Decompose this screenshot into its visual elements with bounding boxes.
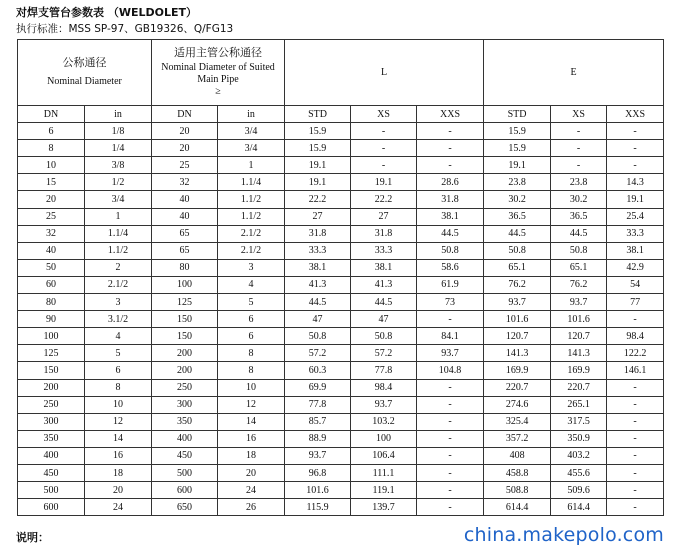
table-cell: 27	[351, 208, 417, 225]
table-cell: 20	[152, 140, 218, 157]
table-cell: 450	[152, 447, 218, 464]
table-cell: 65	[152, 242, 218, 259]
table-cell: 90	[18, 311, 85, 328]
table-cell: 100	[351, 430, 417, 447]
table-cell: 403.2	[551, 447, 607, 464]
table-cell: 6	[85, 362, 152, 379]
table-row	[18, 430, 664, 447]
table-cell: 455.6	[551, 464, 607, 481]
table-cell: 20	[218, 464, 285, 481]
table-cell: 19.1	[484, 157, 551, 174]
table-cell: 73	[417, 294, 484, 311]
table-cell: 6	[218, 328, 285, 345]
table-cell: 15.9	[484, 140, 551, 157]
table-cell: 69.9	[285, 379, 351, 396]
table-cell: 60.3	[285, 362, 351, 379]
table-cell: 104.8	[417, 362, 484, 379]
table-cell: 32	[152, 174, 218, 191]
table-cell: 65.1	[484, 259, 551, 276]
table-cell: 15	[18, 174, 85, 191]
table-cell: 41.3	[351, 276, 417, 293]
table-row	[18, 294, 664, 311]
table-row	[18, 464, 664, 481]
table-cell: 111.1	[351, 464, 417, 481]
table-cell: 47	[285, 311, 351, 328]
table-row	[18, 311, 664, 328]
table-cell: 1/8	[85, 123, 152, 140]
table-cell: 23.8	[551, 174, 607, 191]
subheader-cell: XXS	[417, 106, 484, 123]
table-cell: -	[351, 157, 417, 174]
table-cell: 44.5	[417, 225, 484, 242]
table-cell: -	[551, 157, 607, 174]
table-cell: 57.2	[285, 345, 351, 362]
table-cell: 2.1/2	[218, 225, 285, 242]
table-cell: 265.1	[551, 396, 607, 413]
table-row	[18, 208, 664, 225]
table-cell: 88.9	[285, 430, 351, 447]
table-cell: 8	[18, 140, 85, 157]
table-cell: 93.7	[484, 294, 551, 311]
table-cell: 77.8	[351, 362, 417, 379]
table-cell: -	[417, 140, 484, 157]
subheader-cell: DN	[152, 106, 218, 123]
table-cell: 93.7	[351, 396, 417, 413]
table-cell: 44.5	[551, 225, 607, 242]
table-cell: -	[607, 499, 664, 516]
subheader-cell: XXS	[607, 106, 664, 123]
table-cell: 57.2	[351, 345, 417, 362]
table-cell: 28.6	[417, 174, 484, 191]
subheader-cell: in	[85, 106, 152, 123]
table-cell: 200	[18, 379, 85, 396]
table-row	[18, 413, 664, 430]
subheader-cell: in	[218, 106, 285, 123]
table-cell: -	[417, 379, 484, 396]
table-cell: 33.3	[351, 242, 417, 259]
table-cell: 5	[85, 345, 152, 362]
table-cell: 1	[218, 157, 285, 174]
table-cell: 1/4	[85, 140, 152, 157]
table-cell: -	[607, 464, 664, 481]
table-row	[18, 191, 664, 208]
page-title: 对焊支管台参数表 （WELDOLET）	[16, 6, 197, 19]
table-cell: 25.4	[607, 208, 664, 225]
table-cell: 125	[18, 345, 85, 362]
table-cell: 1.1/4	[85, 225, 152, 242]
table-cell: 14.3	[607, 174, 664, 191]
table-cell: 101.6	[285, 482, 351, 499]
table-cell: 350.9	[551, 430, 607, 447]
table-cell: 42.9	[607, 259, 664, 276]
table-cell: 1.1/4	[218, 174, 285, 191]
table-cell: 15.9	[484, 123, 551, 140]
table-cell: 16	[218, 430, 285, 447]
table-cell: 150	[18, 362, 85, 379]
table-cell: 357.2	[484, 430, 551, 447]
table-cell: 169.9	[551, 362, 607, 379]
table-cell: -	[607, 311, 664, 328]
table-cell: 44.5	[351, 294, 417, 311]
table-cell: 80	[152, 259, 218, 276]
table-cell: 40	[152, 208, 218, 225]
table-cell: 19.1	[607, 191, 664, 208]
table-cell: 77	[607, 294, 664, 311]
table-row	[18, 447, 664, 464]
subheader-cell: STD	[484, 106, 551, 123]
table-cell: 220.7	[484, 379, 551, 396]
table-cell: 400	[18, 447, 85, 464]
table-cell: 93.7	[551, 294, 607, 311]
table-cell: 101.6	[551, 311, 607, 328]
table-cell: 84.1	[417, 328, 484, 345]
table-cell: 300	[152, 396, 218, 413]
table-cell: 30.2	[551, 191, 607, 208]
table-cell: 3.1/2	[85, 311, 152, 328]
table-cell: 18	[218, 447, 285, 464]
subheader-cell: STD	[285, 106, 351, 123]
table-cell: 200	[152, 345, 218, 362]
table-cell: 169.9	[484, 362, 551, 379]
table-cell: 80	[18, 294, 85, 311]
table-cell: 408	[484, 447, 551, 464]
table-cell: -	[351, 123, 417, 140]
table-cell: 200	[152, 362, 218, 379]
table-cell: 20	[18, 191, 85, 208]
table-row	[18, 379, 664, 396]
table-cell: 77.8	[285, 396, 351, 413]
table-cell: 50.8	[484, 242, 551, 259]
table-cell: 98.4	[351, 379, 417, 396]
table-cell: 15.9	[285, 123, 351, 140]
table-cell: 3/4	[218, 123, 285, 140]
table-cell: 6	[218, 311, 285, 328]
table-cell: 146.1	[607, 362, 664, 379]
table-cell: 19.1	[285, 157, 351, 174]
table-cell: 38.1	[607, 242, 664, 259]
note-label: 说明：	[16, 531, 49, 544]
table-cell: 103.2	[351, 413, 417, 430]
table-cell: 23.8	[484, 174, 551, 191]
table-cell: 4	[85, 328, 152, 345]
subheader-cell: XS	[551, 106, 607, 123]
table-cell: 141.3	[551, 345, 607, 362]
standard-line: 执行标准：MSS SP-97、GB19326、Q/FG13	[16, 23, 234, 35]
table-cell: 18	[85, 464, 152, 481]
table-cell: 12	[85, 413, 152, 430]
table-cell: 40	[18, 242, 85, 259]
table-cell: 1.1/2	[218, 208, 285, 225]
table-row	[18, 396, 664, 413]
table-cell: 50.8	[551, 242, 607, 259]
table-cell: -	[417, 464, 484, 481]
table-cell: 5	[218, 294, 285, 311]
table-cell: 3	[85, 294, 152, 311]
table-cell: 3	[218, 259, 285, 276]
table-row	[18, 482, 664, 499]
table-cell: 54	[607, 276, 664, 293]
table-cell: 10	[18, 157, 85, 174]
table-cell: 98.4	[607, 328, 664, 345]
table-cell: 325.4	[484, 413, 551, 430]
table-cell: 58.6	[417, 259, 484, 276]
table-cell: 600	[152, 482, 218, 499]
table-cell: 20	[152, 123, 218, 140]
table-cell: 36.5	[551, 208, 607, 225]
table-cell: 22.2	[285, 191, 351, 208]
table-row	[18, 328, 664, 345]
table-cell: 27	[285, 208, 351, 225]
table-cell: 93.7	[417, 345, 484, 362]
table-cell: 1	[85, 208, 152, 225]
table-cell: 100	[152, 276, 218, 293]
header-row-main	[18, 40, 664, 106]
header-row-sub	[18, 106, 664, 123]
table-cell: 125	[152, 294, 218, 311]
table-cell: 32	[18, 225, 85, 242]
table-cell: -	[551, 140, 607, 157]
table-cell: 500	[18, 482, 85, 499]
table-row	[18, 225, 664, 242]
table-cell: 47	[351, 311, 417, 328]
table-cell: 139.7	[351, 499, 417, 516]
table-cell: 4	[218, 276, 285, 293]
header-E: E	[484, 40, 664, 106]
table-cell: 10	[218, 379, 285, 396]
table-cell: 44.5	[285, 294, 351, 311]
table-cell: 220.7	[551, 379, 607, 396]
table-cell: 50.8	[285, 328, 351, 345]
table-cell: 600	[18, 499, 85, 516]
table-cell: 101.6	[484, 311, 551, 328]
table-cell: 650	[152, 499, 218, 516]
table-cell: 14	[85, 430, 152, 447]
table-cell: 1.1/2	[218, 191, 285, 208]
table-cell: -	[607, 157, 664, 174]
table-cell: -	[417, 430, 484, 447]
table-cell: 100	[18, 328, 85, 345]
table-cell: 85.7	[285, 413, 351, 430]
header-main-pipe	[152, 40, 285, 106]
table-cell: 38.1	[285, 259, 351, 276]
table-cell: -	[607, 140, 664, 157]
table-row	[18, 123, 664, 140]
table-cell: 400	[152, 430, 218, 447]
table-cell: 122.2	[607, 345, 664, 362]
table-cell: 50.8	[351, 328, 417, 345]
table-row	[18, 276, 664, 293]
table-cell: -	[607, 447, 664, 464]
table-cell: 115.9	[285, 499, 351, 516]
header-L: L	[285, 40, 484, 106]
table-cell: 1.1/2	[85, 242, 152, 259]
table-cell: 150	[152, 328, 218, 345]
table-cell: 614.4	[551, 499, 607, 516]
table-cell: 3/4	[85, 191, 152, 208]
header-nominal-diameter	[18, 40, 152, 106]
header-main-zh: 适用主管公称通径	[174, 46, 263, 59]
table-cell: 65.1	[551, 259, 607, 276]
weldolet-spec-table	[17, 39, 664, 516]
table-cell: -	[607, 379, 664, 396]
table-cell: 250	[18, 396, 85, 413]
table-cell: 150	[152, 311, 218, 328]
table-row	[18, 242, 664, 259]
table-cell: 120.7	[551, 328, 607, 345]
table-cell: 26	[218, 499, 285, 516]
table-cell: 10	[85, 396, 152, 413]
table-cell: 450	[18, 464, 85, 481]
table-cell: 8	[85, 379, 152, 396]
table-cell: 31.8	[417, 191, 484, 208]
table-cell: 274.6	[484, 396, 551, 413]
table-cell: 44.5	[484, 225, 551, 242]
table-cell: 317.5	[551, 413, 607, 430]
table-cell: 60	[18, 276, 85, 293]
table-cell: -	[417, 499, 484, 516]
header-main-en: Nominal Diameter of Suited Main Pipe	[161, 62, 275, 85]
table-cell: 250	[152, 379, 218, 396]
table-cell: 106.4	[351, 447, 417, 464]
table-cell: -	[607, 430, 664, 447]
table-cell: -	[607, 123, 664, 140]
table-cell: -	[351, 140, 417, 157]
table-cell: 20	[85, 482, 152, 499]
header-main-symbol: ≥	[215, 86, 221, 97]
table-cell: 614.4	[484, 499, 551, 516]
table-cell: 76.2	[484, 276, 551, 293]
table-row	[18, 259, 664, 276]
table-cell: 2.1/2	[85, 276, 152, 293]
table-cell: 61.9	[417, 276, 484, 293]
table-cell: 16	[85, 447, 152, 464]
table-cell: 31.8	[285, 225, 351, 242]
table-cell: 30.2	[484, 191, 551, 208]
table-cell: 12	[218, 396, 285, 413]
table-row	[18, 345, 664, 362]
table-cell: 1/2	[85, 174, 152, 191]
header-nominal-en: Nominal Diameter	[47, 76, 122, 87]
table-cell: 41.3	[285, 276, 351, 293]
table-cell: 2	[85, 259, 152, 276]
subheader-cell: DN	[18, 106, 85, 123]
table-cell: 93.7	[285, 447, 351, 464]
table-cell: -	[417, 311, 484, 328]
table-cell: 33.3	[607, 225, 664, 242]
table-row	[18, 362, 664, 379]
table-cell: 350	[152, 413, 218, 430]
table-cell: 65	[152, 225, 218, 242]
table-cell: 24	[218, 482, 285, 499]
table-row	[18, 499, 664, 516]
table-cell: 500	[152, 464, 218, 481]
table-row	[18, 157, 664, 174]
table-cell: 508.8	[484, 482, 551, 499]
table-cell: 25	[18, 208, 85, 225]
watermark: china.makepolo.com	[463, 524, 664, 546]
table-cell: -	[607, 396, 664, 413]
table-cell: 3/4	[218, 140, 285, 157]
table-cell: 350	[18, 430, 85, 447]
table-cell: 14	[218, 413, 285, 430]
table-cell: 50	[18, 259, 85, 276]
table-cell: -	[607, 413, 664, 430]
table-cell: 96.8	[285, 464, 351, 481]
table-cell: 31.8	[351, 225, 417, 242]
table-row	[18, 174, 664, 191]
table-cell: 300	[18, 413, 85, 430]
table-cell: 6	[18, 123, 85, 140]
table-cell: 8	[218, 362, 285, 379]
table-cell: 38.1	[351, 259, 417, 276]
table-row	[18, 140, 664, 157]
table-cell: 120.7	[484, 328, 551, 345]
table-cell: -	[551, 123, 607, 140]
table-cell: 8	[218, 345, 285, 362]
table-cell: 509.6	[551, 482, 607, 499]
table-cell: 15.9	[285, 140, 351, 157]
table-cell: -	[417, 482, 484, 499]
table-cell: 119.1	[351, 482, 417, 499]
table-cell: 76.2	[551, 276, 607, 293]
table-cell: 22.2	[351, 191, 417, 208]
table-cell: -	[417, 123, 484, 140]
table-cell: -	[607, 482, 664, 499]
table-cell: -	[417, 447, 484, 464]
table-cell: 2.1/2	[218, 242, 285, 259]
table-cell: -	[417, 413, 484, 430]
table-cell: -	[417, 157, 484, 174]
table-cell: 25	[152, 157, 218, 174]
table-cell: -	[417, 396, 484, 413]
subheader-cell: XS	[351, 106, 417, 123]
table-cell: 40	[152, 191, 218, 208]
table-cell: 141.3	[484, 345, 551, 362]
table-cell: 24	[85, 499, 152, 516]
table-cell: 50.8	[417, 242, 484, 259]
table-cell: 33.3	[285, 242, 351, 259]
table-cell: 19.1	[351, 174, 417, 191]
table-cell: 458.8	[484, 464, 551, 481]
table-cell: 38.1	[417, 208, 484, 225]
table-cell: 19.1	[285, 174, 351, 191]
table-cell: 36.5	[484, 208, 551, 225]
table-cell: 3/8	[85, 157, 152, 174]
header-nominal-zh: 公称通径	[62, 56, 107, 69]
